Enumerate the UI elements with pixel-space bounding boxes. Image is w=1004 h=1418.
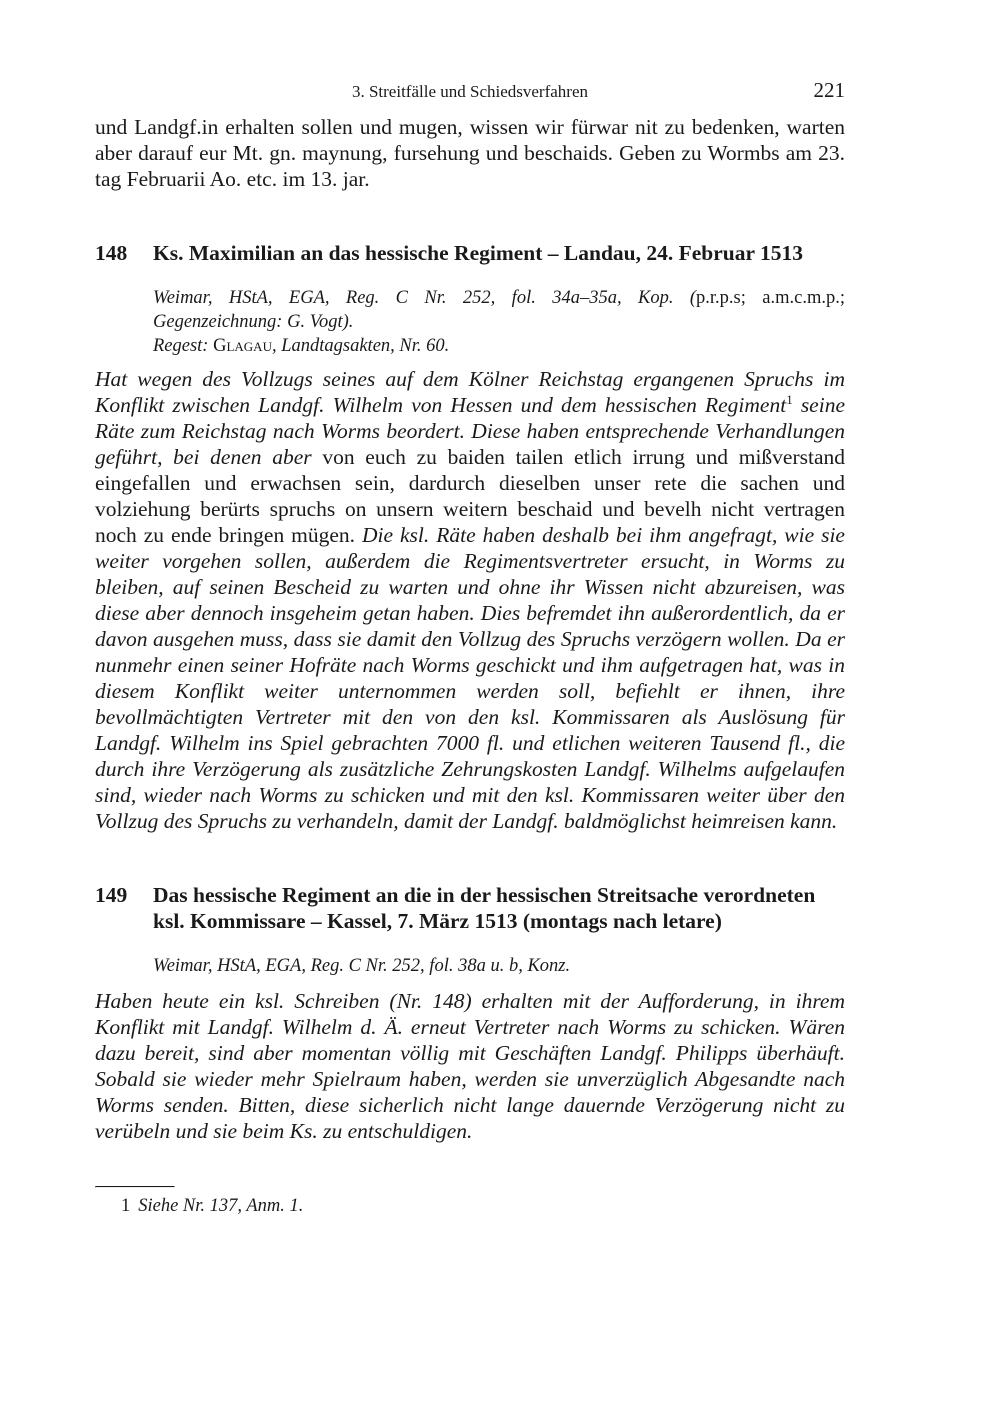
entry-148 [95, 240, 845, 834]
running-header [95, 78, 845, 106]
source-note [153, 954, 845, 978]
regest-label: Regest: [153, 336, 214, 356]
quoted-source-text: von euch zu baiden tailen etlich irrung und mißverstand eingefallen und erwachsen sein, dardurch dieselben unser rete die sachen und volziehung berürts spruchs on unsern weitern beschaid und bevelh nicht vertragen noch zu ende bringen mügen. [95, 445, 845, 547]
document-page [95, 78, 845, 1218]
archive-reference [153, 286, 845, 334]
continuation-paragraph: und Landgf.in erhalten sollen und mugen, wissen wir fürwar nit zu bedenken, warten aber darauf eur Mt. gn. maynung, fursehung und beschaids. Geben zu Wormbs am 23. tag Februarii Ao. etc. im 13. jar. [95, 115, 845, 191]
source-note [153, 286, 845, 358]
entry-149 [95, 882, 845, 1144]
regest-author: Glagau [213, 336, 272, 356]
formula-prps: p.r.p.s; [696, 288, 746, 308]
running-title: 3. Streitfälle und Schiedsverfahren [351, 82, 589, 101]
entry-heading [95, 240, 845, 266]
archive-reference: Weimar, HStA, EGA, Reg. C Nr. 252, fol. 38a u. b, Konz. [153, 956, 571, 976]
footnote-rule [95, 1186, 175, 1188]
footnote-number: 1 [121, 1196, 131, 1216]
footnote-marker[interactable]: 1 [786, 392, 793, 407]
footnote-text: Siehe Nr. 137, Anm. 1. [138, 1196, 304, 1216]
entry-title: Das hessische Regiment an die in der hessischen Streitsache verordneten ksl. Kommissare – Kassel, 7. März 1513 (montags nach letare) [153, 883, 816, 933]
formula-amcmp: a.m.c.m.p.; [762, 288, 845, 308]
entry-heading [95, 882, 845, 934]
countersignature: Gegenzeichnung: G. Vogt). [153, 312, 354, 332]
regest-reference [153, 334, 845, 358]
entry-summary: Hat wegen des Vollzugs seines auf dem Kölner Reichstag ergangenen Spruchs im Konflikt zwischen Landgf. Wilhelm von Hessen und dem hessischen Regiment$^1$ seine Räte zum Reichstag nach Worms beordert. Diese haben entsprechende Verhandlungen geführt, bei denen aber von euch zu baiden tailen etlich irrung und mißverstand eingefallen und erwachsen sein, dardurch dieselben unser rete die sachen und volziehung berürts spruchs on unsern weitern beschaid und bevelh nicht vertragen noch zu ende bringen mügen. Die ksl. Räte haben deshalb bei ihm angefragt, wie sie weiter vorgehen sollen, außerdem die Regimentsvertreter ersucht, in Worms zu bleiben, auf seinen Bescheid zu warten und ohne ihr Wissen nicht abzureisen, was diese aber dennoch insgeheim getan haben. Dies befremdet ihn außerordentlich, da er davon ausgehen muss, dass sie damit den Vollzug des Spruchs verzögern wollen. Da er nunmehr einen seiner Hofräte nach Worms geschickt und ihm aufgetragen hat, was in diesem Konflikt weiter unternommen werden soll, befiehlt er ihnen, ihre bevollmächtigten Vertreter mit den von den ksl. Kommissaren als Auslösung für Landgf. Wilhelm ins Spiel gebrachten 7000 fl. und etlichen weiteren Tausend fl., die durch ihre Verzögerung als zusätzliche Zehrungskosten Landgf. Wilhelms aufgelaufen sind, wieder nach Worms zu schicken und mit den ksl. Kommissaren weiter über den Vollzug des Spruchs zu verhandeln, damit der Landgf. baldmöglichst heimreisen kann. [95, 367, 845, 833]
entry-title: Ks. Maximilian an das hessische Regiment – Landau, 24. Februar 1513 [153, 241, 804, 265]
footnotes [95, 1186, 845, 1218]
regest-title: , Landtagsakten, Nr. 60. [271, 336, 450, 356]
archive-text: Weimar, HStA, EGA, Reg. C Nr. 252, fol. 34a–35a, Kop. ( [153, 288, 697, 308]
footnote [121, 1194, 845, 1218]
entry-number: 148 [95, 241, 128, 265]
entry-number: 149 [95, 883, 128, 907]
entry-summary: Haben heute ein ksl. Schreiben (Nr. 148) erhalten mit der Aufforderung, in ihrem Konflikt mit Landgf. Wilhelm d. Ä. erneut Vertreter nach Worms zu schicken. Wären dazu bereit, sind aber momentan völlig mit Geschäften Landgf. Philipps überhäuft. Sobald sie wieder mehr Spielraum haben, werden sie unverzüglich Abgesandte nach Worms senden. Bitten, diese sicherlich nicht lange dauernde Verzögerung nicht zu verübeln und sie beim Ks. zu entschuldigen. [95, 989, 845, 1143]
page-number: 221 [813, 78, 845, 102]
